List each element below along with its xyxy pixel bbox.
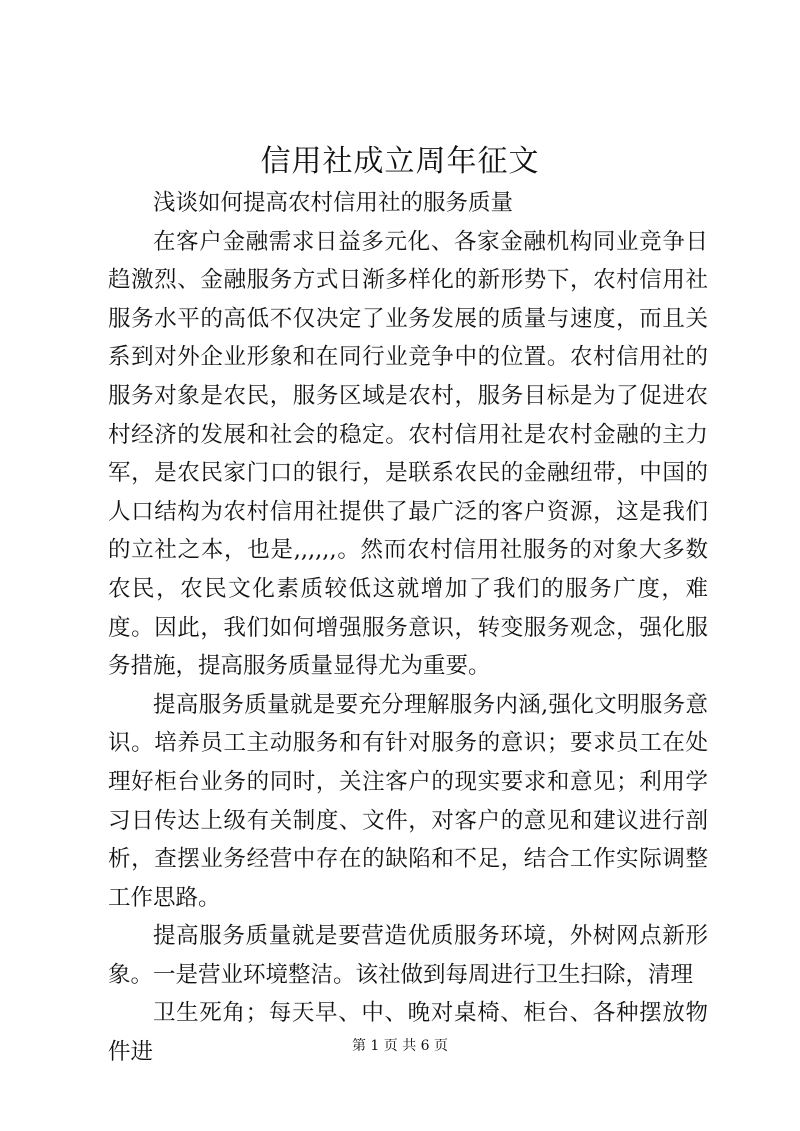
body-paragraph: 提高服务质量就是要营造优质服务环境，外树网点新形象。一是营业环境整洁。该社做到每周进行卫生扫除，清理 <box>108 923 708 988</box>
subtitle-paragraph: 浅谈如何提高农村信用社的服务质量 <box>153 190 514 216</box>
document-title: 信用社成立周年征文 <box>260 144 540 179</box>
body-paragraph: 提高服务质量就是要充分理解服务内涵,强化文明服务意识。培养员工主动服务和有针对服务的意识；要求员工在处理好柜台业务的同时，关注客户的现实要求和意见；利用学习日传达上级有关制度、文件，对客户的意见和建议进行剖析，查摆业务经营中存在的缺陷和不足，结合工作实际调整工作思路。 <box>108 691 708 911</box>
body-paragraph: 在客户金融需求日益多元化、各家金融机构同业竞争日趋激烈、金融服务方式日渐多样化的新形势下，农村信用社服务水平的高低不仅决定了业务发展的质量与速度，而且关系到对外企业形象和在同行业竞争中的位置。农村信用社的服务对象是农民，服务区域是农村，服务目标是为了促进农村经济的发展和社会的稳定。农村信用社是农村金融的主力军，是农民家门口的银行，是联系农民的金融纽带，中国的人口结构为农村信用社提供了最广泛的客户资源，这是我们的立社之本，也是,,,,,,。然而农村信用社服务的对象大多数农民，农民文化素质较低这就增加了我们的服务广度，难度。因此，我们如何增强服务意识，转变服务观念，强化服务措施，提高服务质量显得尤为重要。 <box>108 228 708 680</box>
page-number-footer: 第 1 页 共 6 页 <box>351 1038 449 1054</box>
document-body <box>108 184 708 1072</box>
body-paragraph: 卫生死角；每天早、中、晚对桌椅、柜台、各种摆放物件进 <box>108 1000 708 1066</box>
